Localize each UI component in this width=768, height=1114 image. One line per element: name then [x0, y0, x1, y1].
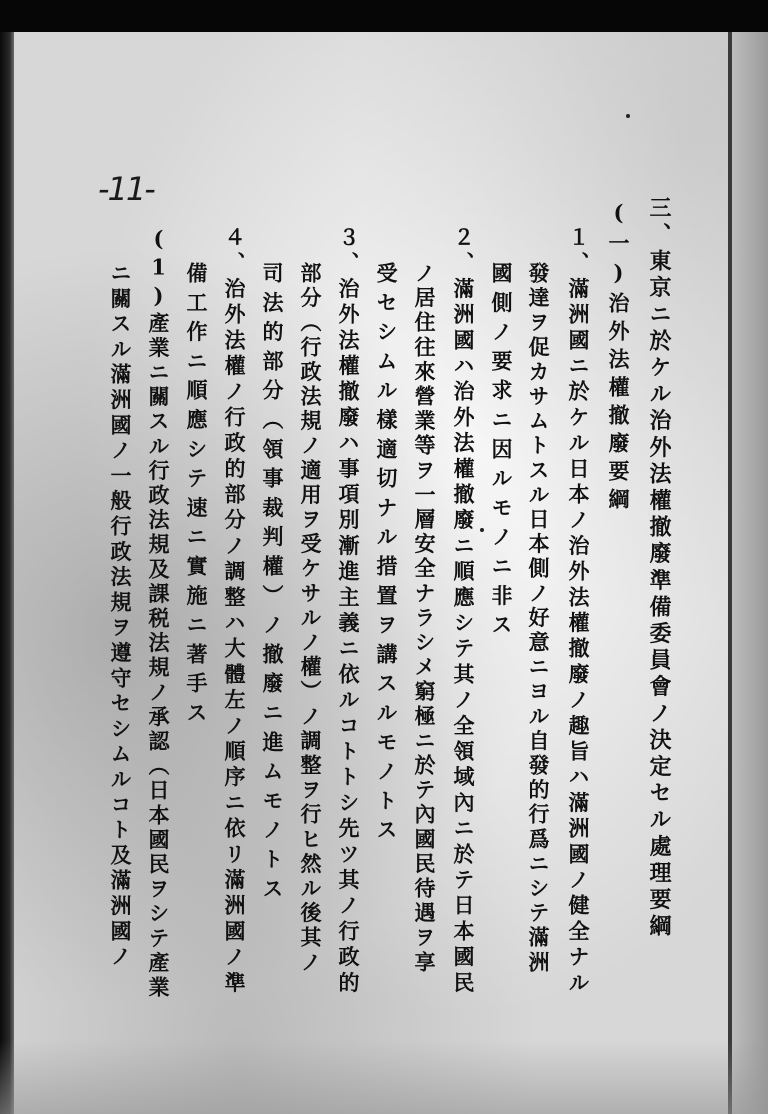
body-column-1: １、滿洲國ニ於ケル日本ノ治外法權撤廢ノ趣旨ハ滿洲國ノ健全ナル: [566, 226, 591, 997]
speck: [480, 528, 484, 532]
body-column-10: ４、治外法權ノ行政的部分ノ調整ハ大體左ノ順序ニ依リ滿洲國ノ準: [222, 226, 247, 997]
body-column-7: ３、治外法權撤廢ハ事項別漸進主義ニ依ルコトトシ先ツ其ノ行政的: [336, 226, 361, 997]
body-column-12: (1)產業ニ關スル行政法規及課税法規ノ承認（日本國民ヲシテ產業: [146, 226, 171, 1001]
body-column-4: ２、滿洲國ハ治外法權撤廢ニ順應シテ其ノ全領域內ニ於テ日本國民: [451, 226, 476, 997]
scan-top-border: [0, 0, 768, 32]
body-column-13: ニ關スル滿洲國ノ一般行政法規ヲ遵守セシムルコト及滿洲國ノ: [108, 262, 133, 971]
scan-bottom-shadow: [0, 1040, 768, 1114]
body-column-5: ノ居住往來營業等ヲ一層安全ナラシメ窮極ニ於テ內國民待遇ヲ享: [412, 262, 437, 976]
body-column-9: 司法的部分（領事裁判權）ノ撤廢ニ進ムモノトス: [260, 262, 285, 907]
body-column-11: 備工作ニ順應シテ速ニ實施ニ著手ス: [184, 262, 209, 731]
body-column-8: 部分（行政法規ノ適用ヲ受ケサルノ權）ノ調整ヲ行ヒ然ル後其ノ: [298, 262, 323, 976]
body-column-6: 受セシムル樣適切ナル措置ヲ講スルモノトス: [374, 262, 399, 848]
section-heading: (一)治外法權撤廢要綱: [606, 200, 631, 516]
scan-right-margin: [732, 32, 768, 1114]
document-title: 三、東京ニ於ケル治外法權撤廢準備委員會ノ決定セル處理要綱: [646, 196, 672, 941]
body-column-3: 國側ノ要求ニ因ルモノニ非ス: [489, 262, 514, 643]
page-number: -11-: [98, 170, 154, 208]
body-column-2: 發達ヲ促カサムトスル日本側ノ好意ニヨル自發的行爲ニシテ滿洲: [526, 262, 551, 976]
speck: [626, 114, 630, 118]
